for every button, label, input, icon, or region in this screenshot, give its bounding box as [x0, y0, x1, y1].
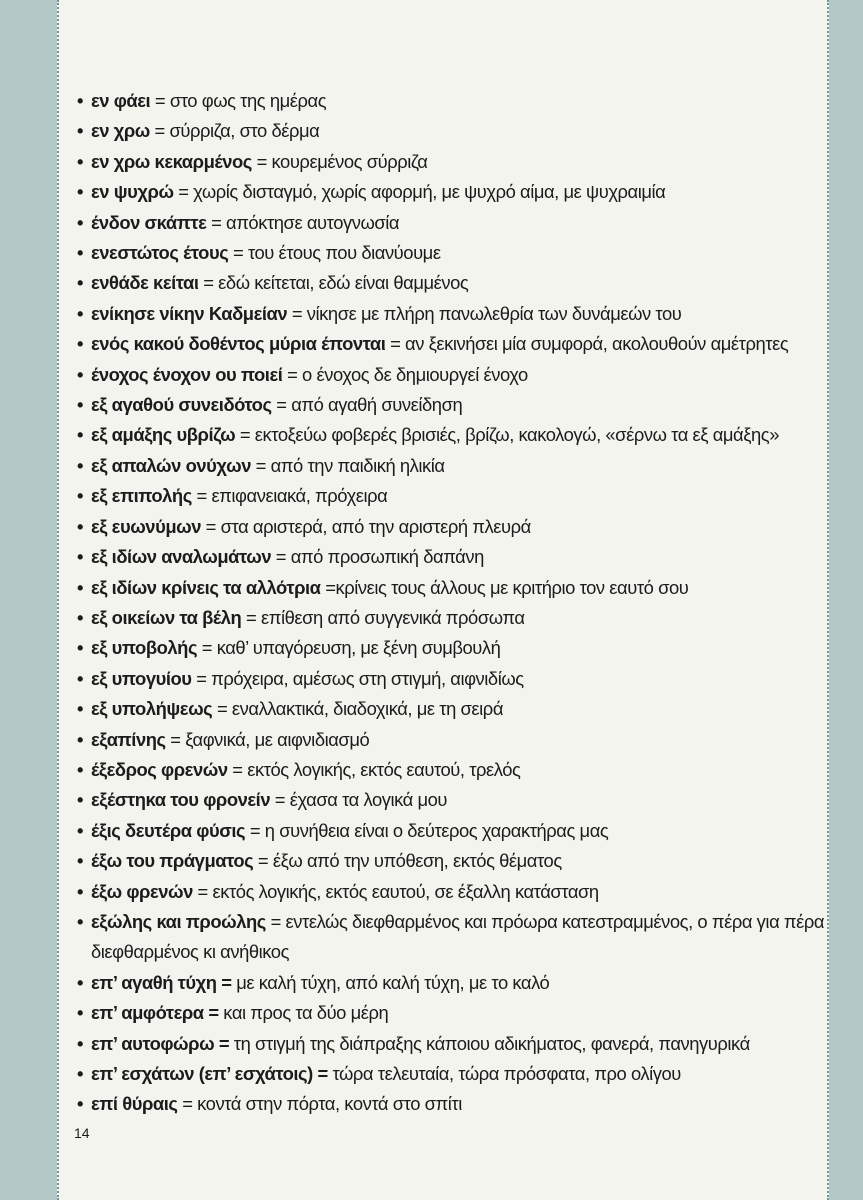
left-dotted-border: [57, 0, 59, 1200]
dictionary-page: [57, 0, 829, 1200]
entry-definition: εναλλακτικά, διαδοχικά, με τη σειρά: [231, 698, 503, 720]
bullet-icon: •: [77, 394, 83, 416]
entry-separator: =: [150, 90, 170, 111]
bullet-icon: •: [77, 728, 83, 750]
entry-term: έξεδρος φρενών: [91, 758, 228, 780]
entry-term: έξω του πράγματος: [91, 850, 254, 872]
entry-definition: σύρριζα, στο δέρμα: [169, 120, 320, 142]
entry-term: έξω φρενών: [91, 880, 193, 902]
bullet-icon: •: [77, 850, 83, 872]
list-item: [77, 390, 827, 420]
bullet-icon: •: [77, 637, 83, 659]
entry-separator: =: [235, 424, 255, 446]
list-item: [77, 329, 827, 359]
entry-separator: =: [287, 302, 307, 324]
entry-term: ενθάδε κείται: [91, 272, 199, 294]
entry-separator: =: [191, 485, 212, 507]
list-item: [77, 1059, 827, 1089]
entry-definition: η συνήθεια είναι ο δεύτερος χαρακτήρας μας: [264, 819, 609, 841]
page-number: 14: [74, 1125, 90, 1141]
entry-definition: με καλή τύχη, από καλή τύχη, με το καλό: [236, 971, 550, 993]
entry-definition: στα αριστερά, από την αριστερή πλευρά: [220, 515, 531, 537]
list-item: [77, 512, 827, 542]
bullet-icon: •: [77, 698, 83, 720]
entry-term: επ’ εσχάτων (επ’ εσχάτοις) =: [91, 1063, 328, 1084]
entry-definition: έχασα τα λογικά μου: [289, 789, 448, 811]
bullet-icon: •: [77, 576, 83, 598]
entry-definition: νίκησε με πλήρη πανωλεθρία των δυνάμεών του: [306, 302, 682, 324]
entry-definition: ξαφνικά, με αιφνιδιασμό: [185, 728, 370, 750]
list-item: [77, 268, 827, 298]
entry-separator: =: [149, 120, 170, 142]
entry-term: εξ αγαθού συνειδότος: [91, 394, 272, 416]
entry-term: εξ επιπολής: [91, 485, 192, 507]
list-item: [77, 86, 827, 116]
entry-definition: από την παιδική ηλικία: [270, 454, 445, 476]
entry-definition: στο φως της ημέρας: [169, 90, 327, 111]
entry-term: εν χρω: [91, 120, 150, 142]
entry-separator: =: [251, 150, 272, 172]
entry-definition: αν ξεκινήσει μία συμφορά, ακολουθούν αμέτρητες: [405, 333, 789, 355]
entry-term: εξ αμάξης υβρίζω: [91, 424, 236, 446]
entry-definition: επιφανειακά, πρόχειρα: [211, 485, 388, 507]
entry-term: επ’ αγαθή τύχη =: [91, 971, 232, 993]
entry-definition: κρίνεις τους άλλους με κριτήριο τον εαυτό σου: [335, 576, 689, 598]
entry-term: έξις δευτέρα φύσις: [91, 819, 246, 841]
list-item: [77, 299, 827, 329]
bullet-icon: •: [77, 181, 83, 203]
entry-separator: =: [241, 606, 261, 628]
entry-definition: εκτός λογικής, εκτός εαυτού, τρελός: [247, 758, 521, 780]
entry-term: εξ ιδίων κρίνεις τα αλλότρια: [91, 576, 321, 598]
bullet-icon: •: [77, 333, 83, 355]
entry-term: εξ υπογυίου: [91, 667, 192, 689]
list-item: [77, 968, 827, 998]
bullet-icon: •: [77, 758, 83, 780]
list-item: [77, 573, 827, 603]
entry-separator: =: [191, 667, 212, 689]
entry-definition: κοντά στην πόρτα, κοντά στο σπίτι: [197, 1093, 462, 1115]
list-item: [77, 451, 827, 481]
entry-separator: =: [270, 789, 290, 811]
bullet-icon: •: [77, 302, 83, 324]
bullet-icon: •: [77, 1032, 83, 1054]
bullet-icon: •: [77, 1093, 83, 1115]
entry-separator: =: [212, 698, 232, 720]
bullet-icon: •: [77, 120, 83, 142]
entry-separator: =: [253, 850, 273, 872]
entry-separator: =: [165, 728, 186, 750]
entry-term: επ’ αμφότερα =: [91, 1002, 219, 1024]
bullet-icon: •: [77, 485, 83, 507]
entry-definition: εκτοξεύω φοβερές βρισιές, βρίζω, κακολογώ, «σέρνω τα εξ αμάξης»: [254, 424, 779, 446]
right-dotted-border: [827, 0, 829, 1200]
entry-term: εξ υπολήψεως: [91, 698, 213, 720]
list-item: [77, 998, 827, 1028]
entry-separator: =: [173, 181, 194, 203]
bullet-icon: •: [77, 910, 83, 932]
entry-definition: τη στιγμή της διάπραξης κάποιου αδικήματος, φανερά, πανηγυρικά: [233, 1032, 750, 1054]
entry-definition: κουρεμένος σύρριζα: [271, 150, 428, 172]
list-item: [77, 542, 827, 572]
list-item: [77, 116, 827, 146]
list-item: [77, 633, 827, 663]
entry-term: ενεστώτος έτους: [91, 242, 229, 264]
entry-definition: του έτους που διανύουμε: [247, 242, 441, 264]
entry-definition: πρόχειρα, αμέσως στη στιγμή, αιφνιδίως: [211, 667, 524, 689]
entry-separator: =: [320, 576, 336, 598]
entry-definition: εκτός λογικής, εκτός εαυτού, σε έξαλλη κατάσταση: [212, 880, 599, 902]
entry-term: ένοχος ένοχον ου ποιεί: [91, 363, 283, 385]
list-item: [77, 816, 827, 846]
entry-definition: απόκτησε αυτογνωσία: [226, 211, 400, 233]
bullet-icon: •: [77, 424, 83, 446]
list-item: [77, 603, 827, 633]
bullet-icon: •: [77, 363, 83, 385]
list-item: [77, 664, 827, 694]
list-item: [77, 420, 827, 450]
list-item: [77, 1089, 827, 1119]
bullet-icon: •: [77, 606, 83, 628]
list-item: [77, 725, 827, 755]
bullet-icon: •: [77, 789, 83, 811]
bullet-icon: •: [77, 515, 83, 537]
entry-term: ένδον σκάπτε: [91, 211, 207, 233]
list-item: [77, 360, 827, 390]
entry-separator: =: [192, 880, 213, 902]
list-item: [77, 907, 827, 968]
entry-term: ενίκησε νίκην Καδμείαν: [91, 302, 288, 324]
entry-definition: από προσωπική δαπάνη: [290, 546, 484, 568]
entry-term: εν χρω κεκαρμένος: [91, 150, 252, 172]
entry-definition: χωρίς δισταγμό, χωρίς αφορμή, με ψυχρό αίμα, με ψυχραιμία: [193, 181, 666, 203]
bullet-icon: •: [77, 1063, 83, 1084]
bullet-icon: •: [77, 971, 83, 993]
entry-term: επί θύραις: [91, 1093, 178, 1115]
entry-term: εξαπίνης: [91, 728, 166, 750]
entry-separator: =: [197, 637, 217, 659]
list-item: [77, 755, 827, 785]
entry-term: εξ υποβολής: [91, 637, 198, 659]
bullet-icon: •: [77, 667, 83, 689]
bullet-icon: •: [77, 1002, 83, 1024]
entry-separator: =: [227, 758, 248, 780]
entry-separator: =: [271, 394, 292, 416]
phrase-list: [77, 86, 827, 1120]
entry-separator: =: [228, 242, 248, 264]
entry-term: ενός κακού δοθέντος μύρια έπονται: [91, 333, 386, 355]
list-item: [77, 208, 827, 238]
list-item: [77, 846, 827, 876]
entry-separator: =: [385, 333, 406, 355]
entry-definition: καθ’ υπαγόρευση, με ξένη συμβουλή: [216, 637, 501, 659]
entry-definition: τώρα τελευταία, τώρα πρόσφατα, προ ολίγου: [332, 1063, 681, 1084]
list-item: [77, 147, 827, 177]
bullet-icon: •: [77, 211, 83, 233]
bullet-icon: •: [77, 272, 83, 294]
bullet-icon: •: [77, 880, 83, 902]
bullet-icon: •: [77, 819, 83, 841]
list-item: [77, 785, 827, 815]
entry-separator: =: [177, 1093, 198, 1115]
bullet-icon: •: [77, 242, 83, 264]
entry-term: εξ οικείων τα βέλη: [91, 606, 242, 628]
entry-term: εξ ιδίων αναλωμάτων: [91, 546, 272, 568]
entry-definition: εντελώς διεφθαρμένος και πρόωρα κατεστραμμένος, ο πέρα για πέρα διεφθαρμένος κι ανήθικος: [91, 910, 825, 963]
entry-definition: έξω από την υπόθεση, εκτός θέματος: [272, 850, 562, 872]
entry-separator: =: [245, 819, 265, 841]
bullet-icon: •: [77, 454, 83, 476]
entry-separator: =: [198, 272, 219, 294]
entry-term: εξ ευωνύμων: [91, 515, 201, 537]
list-item: [77, 177, 827, 207]
entry-term: εξέστηκα του φρονείν: [91, 789, 271, 811]
bullet-icon: •: [77, 150, 83, 172]
entry-separator: =: [271, 546, 291, 568]
entry-separator: =: [251, 454, 271, 476]
entry-term: εν ψυχρώ: [91, 181, 174, 203]
list-item: [77, 877, 827, 907]
entry-term: εν φάει: [91, 90, 151, 111]
list-item: [77, 1029, 827, 1059]
entry-separator: =: [201, 515, 221, 537]
entry-definition: επίθεση από συγγενικά πρόσωπα: [260, 606, 525, 628]
entry-term: εξ απαλών ονύχων: [91, 454, 252, 476]
list-item: [77, 694, 827, 724]
entry-separator: =: [282, 363, 303, 385]
entry-definition: και προς τα δύο μέρη: [223, 1002, 389, 1024]
entry-separator: =: [265, 910, 286, 932]
entry-definition: εδώ κείτεται, εδώ είναι θαμμένος: [218, 272, 469, 294]
entry-term: εξώλης και προώλης: [91, 910, 266, 932]
entry-separator: =: [206, 211, 227, 233]
entry-term: επ’ αυτοφώρω =: [91, 1032, 230, 1054]
list-item: [77, 238, 827, 268]
bullet-icon: •: [77, 546, 83, 568]
list-item: [77, 481, 827, 511]
bullet-icon: •: [77, 90, 83, 111]
entry-definition: από αγαθή συνείδηση: [291, 394, 463, 416]
entry-definition: ο ένοχος δε δημιουργεί ένοχο: [302, 363, 528, 385]
